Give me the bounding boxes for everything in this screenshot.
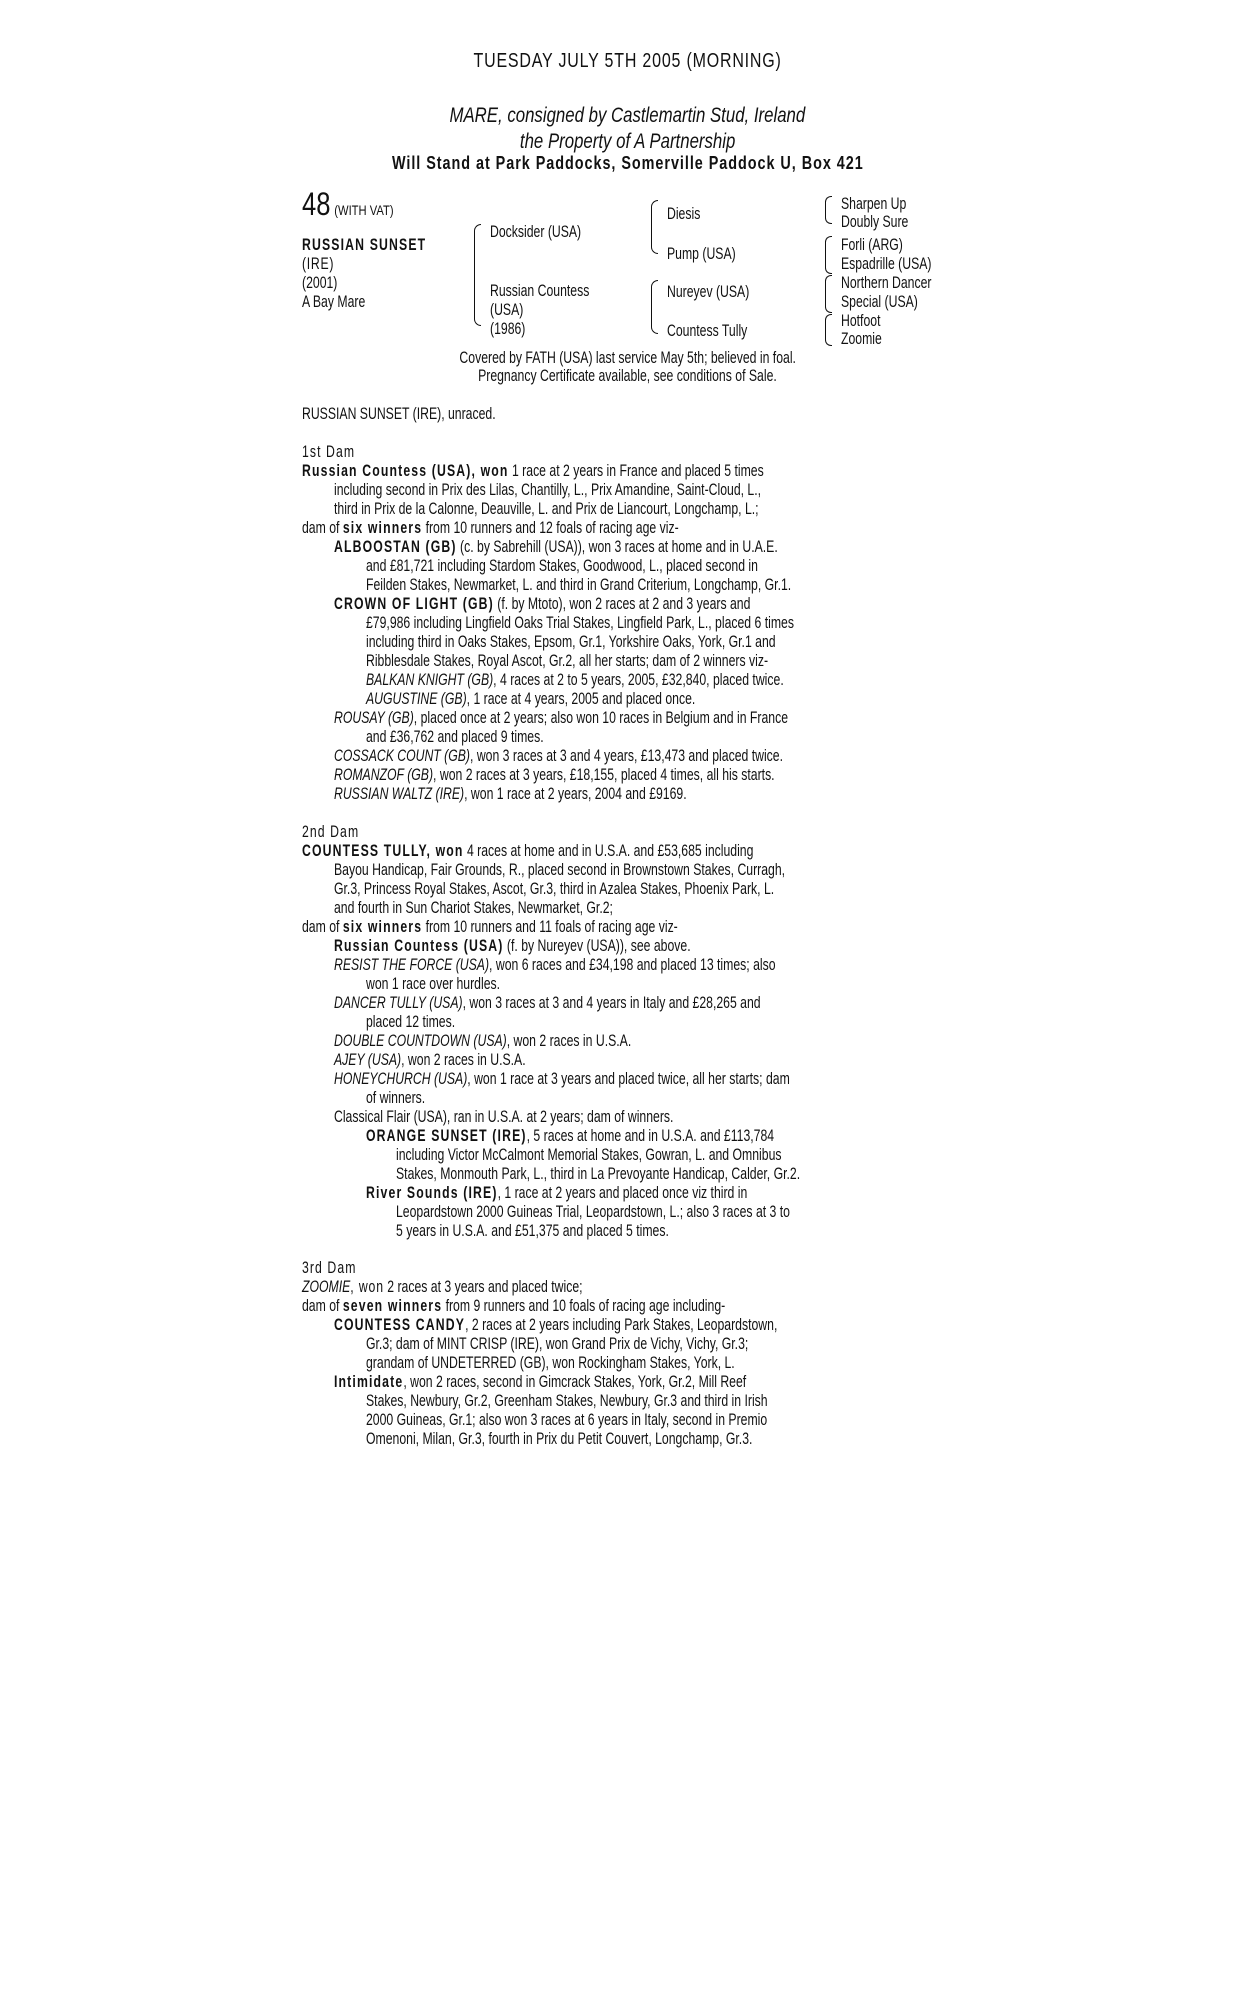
dds: Hotfoot bbox=[841, 311, 881, 330]
dam-dam: Countess Tully bbox=[667, 321, 748, 340]
dam-name-l2: (USA) bbox=[490, 300, 524, 319]
second-dam-heading: 2nd Dam bbox=[302, 822, 360, 841]
pedigree-brace-dam bbox=[651, 280, 658, 334]
pedigree-brace-dd bbox=[825, 314, 832, 346]
vat-note: (WITH VAT) bbox=[334, 202, 394, 218]
pedigree-brace-sire bbox=[651, 200, 658, 254]
dam-name-l3: (1986) bbox=[490, 319, 526, 338]
lot-number: 48 bbox=[302, 186, 331, 222]
first-dam-heading: 1st Dam bbox=[302, 442, 356, 461]
first-dam-section: 1st Dam Russian Countess (USA), won 1 race at 2 years in France and placed 5 times including second in Prix des Lilas, Chantilly, L., Prix Amandine, Saint-Cloud, L., third in Prix de la Calonne, Deauville, L. and Prix de Liancourt, Longchamp, L.; dam of six winners from 10 runners and 12 foals of racing age viz- ALBOOSTAN (GB) (c. by Sabrehill (USA)), won 3 races at home and in U.A.E. and £81,721 including Stardom Stakes, Goodwood, L., placed second in Feilden Stakes, Newmarket, L. and third in Grand Criterium, Longchamp, Gr.1. CROWN OF LIGHT (GB) (f. by Mtoto), won 2 races at 2 and 3 years and £79,986 including Lingfield Oaks Trial Stakes, Lingfield Park, L., placed 6 times including third in Oaks Stakes, Epsom, Gr.1, Yorkshire Oaks, York, Gr.1 and Ribblesdale Stakes, Royal Ascot, Gr.2, all her starts; dam of 2 winners viz- BALKAN KNIGHT (GB), 4 races at 2 to 5 years, 2005, £32,840, placed twice. AUGUSTINE (GB), 1 race at 4 years, 2005 and placed once. ROUSAY (GB), placed once at 2 years; also won 10 races in Belgium and in France and £36,762 and placed 9 times. COSSACK COUNT (GB), won 3 races at 3 and 4 years, £13,473 and placed twice. ROMANZOF (GB), won 2 races at 3 years, £18,155, placed 4 times, all his starts. RUSSIAN WALTZ (IRE), won 1 race at 2 years, 2004 and £9169. bbox=[302, 442, 794, 803]
second-dam-section: 2nd Dam COUNTESS TULLY, won 4 races at home and in U.S.A. and £53,685 including Bayou Handicap, Fair Grounds, R., placed second in Brownstown Stakes, Curragh, Gr.3, Princess Royal Stakes, Ascot, Gr.3, third in Azalea Stakes, Phoenix Park, L. and fourth in Sun Chariot Stakes, Newmarket, Gr.2; dam of six winners from 10 runners and 11 foals of racing age viz- Russian Countess (USA) (f. by Nureyev (USA)), see above. RESIST THE FORCE (USA), won 6 races and £34,198 and placed 13 times; also won 1 race over hurdles. DANCER TULLY (USA), won 3 races at 3 and 4 years in Italy and £28,265 and placed 12 times. DOUBLE COUNTDOWN (USA), won 2 races in U.S.A. AJEY (USA), won 2 races in U.S.A. HONEYCHURCH (USA), won 1 race at 3 years and placed twice, all her starts; dam of winners. Classical Flair (USA), ran in U.S.A. at 2 years; dam of winners. ORANGE SUNSET (IRE), 5 races at home and in U.S.A. and £113,784 including Victor McCalmont Memorial Stakes, Gowran, L. and Omnibus Stakes, Monmouth Park, L., third in La Prevoyante Handicap, Calder, Gr.2. River Sounds (IRE), 1 race at 2 years and placed once viz third in Leopardstown 2000 Guineas Trial, Leopardstown, L.; also 3 races at 3 to 5 years in U.S.A. and £51,375 and placed 5 times. bbox=[302, 822, 801, 1240]
horse-country: (IRE) bbox=[302, 254, 335, 273]
sale-date: TUESDAY JULY 5TH 2005 (MORNING) bbox=[473, 50, 782, 72]
pedigree-brace-sd bbox=[825, 236, 832, 274]
sds: Forli (ARG) bbox=[841, 235, 903, 254]
dam-sire: Nureyev (USA) bbox=[667, 282, 750, 301]
alboostan-name: ALBOOSTAN (GB) bbox=[334, 537, 457, 556]
lot-number-row bbox=[302, 186, 416, 222]
unraced-line: RUSSIAN SUNSET (IRE), unraced. bbox=[302, 404, 496, 423]
sire-name: Docksider (USA) bbox=[490, 222, 582, 241]
pedigree-brace-main bbox=[474, 224, 481, 326]
ddd: Zoomie bbox=[841, 329, 882, 348]
dss: Northern Dancer bbox=[841, 273, 932, 292]
sire-sire: Diesis bbox=[667, 204, 701, 223]
ssd: Doubly Sure bbox=[841, 212, 909, 231]
pedigree-brace-ss bbox=[825, 196, 832, 224]
horse-description: A Bay Mare bbox=[302, 292, 366, 311]
third-dam-heading: 3rd Dam bbox=[302, 1258, 357, 1277]
cover-note-1: Covered by FATH (USA) last service May 5th; believed in foal. bbox=[459, 348, 796, 367]
property-line: the Property of A Partnership bbox=[519, 130, 736, 153]
stand-location: Will Stand at Park Paddocks, Somerville Paddock U, Box 421 bbox=[391, 153, 864, 173]
sire-dam: Pump (USA) bbox=[667, 244, 736, 263]
sss: Sharpen Up bbox=[841, 194, 907, 213]
crown-of-light-name: CROWN OF LIGHT (GB) bbox=[334, 594, 494, 613]
dam-name-l1: Russian Countess bbox=[490, 281, 590, 300]
cover-note-2: Pregnancy Certificate available, see conditions of Sale. bbox=[478, 366, 777, 385]
dsd: Special (USA) bbox=[841, 292, 918, 311]
horse-year: (2001) bbox=[302, 273, 338, 292]
horse-name: RUSSIAN SUNSET bbox=[302, 235, 427, 254]
third-dam-section: 3rd Dam ZOOMIE, won 2 races at 3 years and placed twice; dam of seven winners from 9 runners and 10 foals of racing age including- COUNTESS CANDY, 2 races at 2 years including Park Stakes, Leopardstown, Gr.3; dam of MINT CRISP (IRE), won Grand Prix de Vichy, Vichy, Gr.3; grandam of UNDETERRED (GB), won Rockingham Stakes, York, L. Intimidate, won 2 races, second in Gimcrack Stakes, York, Gr.2, Mill Reef Stakes, Newbury, Gr.2, Greenham Stakes, Newbury, Gr.3 and third in Irish 2000 Guineas, Gr.1; also won 3 races at 6 years in Italy, second in Premio Omenoni, Milan, Gr.3, fourth in Prix du Petit Couvert, Longchamp, Gr.3. bbox=[302, 1258, 778, 1448]
sdd: Espadrille (USA) bbox=[841, 254, 932, 273]
consignor-line: MARE, consigned by Castlemartin Stud, Ireland bbox=[449, 104, 806, 127]
pedigree-brace-ds bbox=[825, 275, 832, 313]
